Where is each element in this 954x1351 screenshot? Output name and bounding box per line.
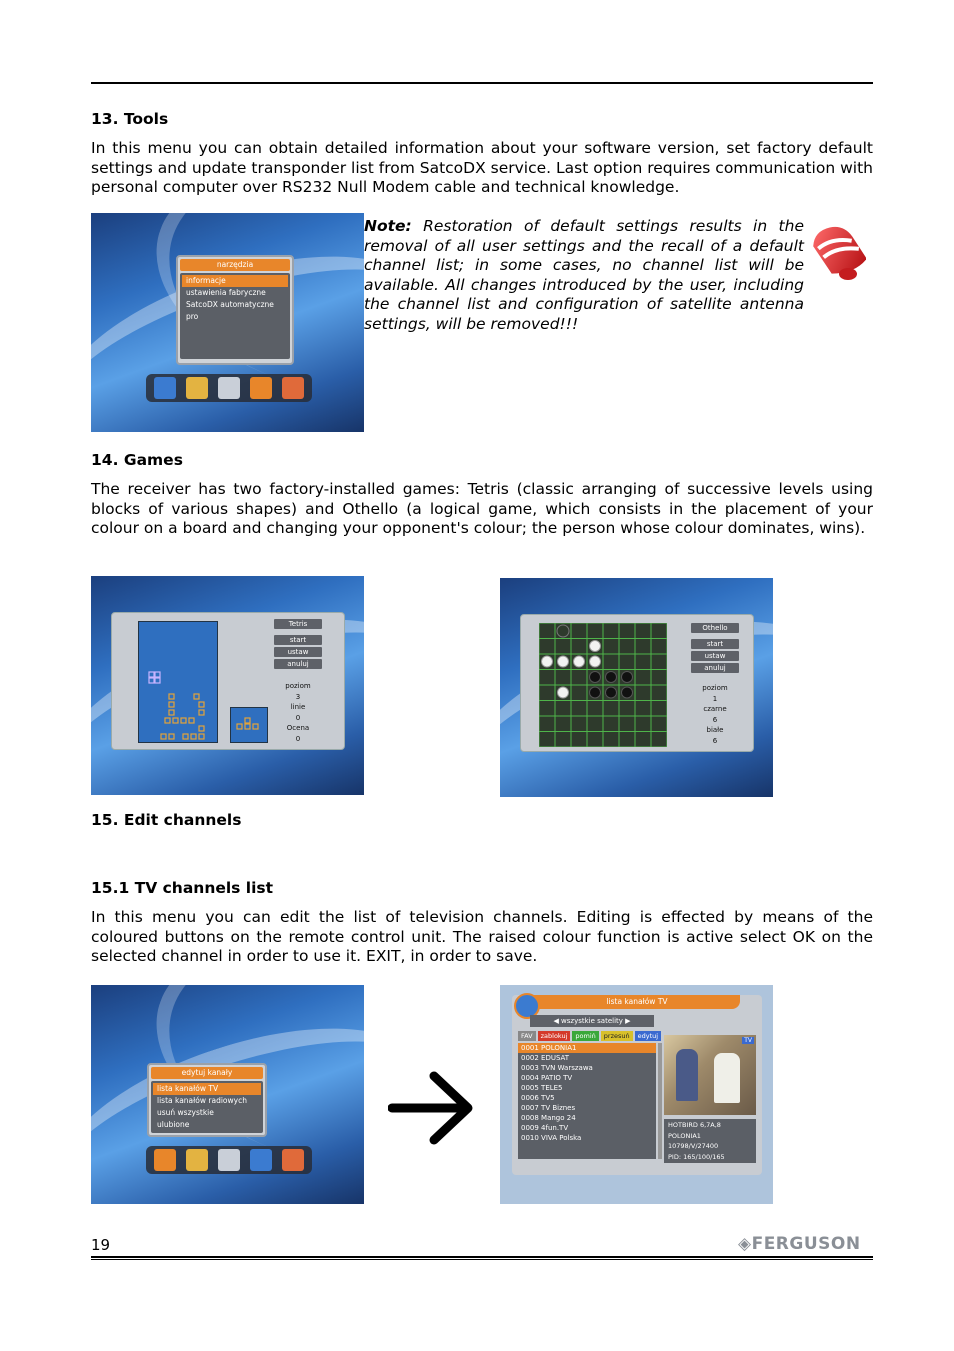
tools-menu-item[interactable]: ustawienia fabryczne (186, 288, 266, 297)
tv-badge: TV (744, 1037, 752, 1044)
edit-menu-item[interactable]: lista kanałów TV (153, 1083, 261, 1095)
tools-menu-item[interactable]: SatcoDX automatyczne pro (186, 300, 274, 321)
list-item[interactable]: 0005 TELE5 (521, 1084, 563, 1092)
warning-bell-icon (808, 220, 866, 282)
edit-menu-screenshot (91, 985, 364, 1204)
edit-menu-item[interactable]: ulubione (157, 1120, 190, 1129)
tetris-lines-value: 0 (295, 713, 301, 722)
brand-logo (738, 1234, 861, 1254)
tab-skip[interactable]: pomiń (572, 1031, 598, 1041)
tv-list-heading: 15.1 TV channels list (91, 879, 274, 897)
tab-edit[interactable]: edytuj (635, 1031, 661, 1041)
tetris-board (138, 621, 218, 743)
settings-icon[interactable] (218, 377, 240, 399)
bottom-rule (91, 1256, 873, 1258)
satellite-selector[interactable] (530, 1015, 654, 1027)
note-text (364, 217, 804, 335)
tetris-start-button[interactable]: start (274, 635, 322, 645)
function-tabs (518, 1031, 661, 1041)
tetris-title: Tetris (274, 619, 322, 629)
info-frequency: 10798/V/27400 (668, 1142, 719, 1150)
info-satellite: HOTBIRD 6,7A,8 (668, 1121, 721, 1129)
tetris-level-value: 3 (295, 692, 301, 701)
tools-screenshot (91, 213, 364, 432)
games-icon[interactable] (282, 377, 304, 399)
tools-menu-item[interactable]: informacje (182, 275, 288, 287)
othello-screenshot (500, 578, 773, 797)
tetris-score-value: 0 (295, 734, 301, 743)
chevron-right-icon[interactable]: ▶ (622, 1017, 631, 1025)
tv-icon[interactable] (154, 1149, 176, 1171)
games-heading: 14. Games (91, 451, 183, 469)
othello-title: Othello (691, 623, 739, 633)
tools-icon[interactable] (250, 377, 272, 399)
top-rule (91, 82, 873, 84)
tetris-cancel-button[interactable]: anuluj (274, 659, 322, 669)
tetris-panel (111, 612, 345, 750)
list-item[interactable]: 0008 Mango 24 (521, 1114, 576, 1122)
ferguson-logo-icon: ◈ (738, 1234, 752, 1254)
tetris-settings-button[interactable]: ustaw (274, 647, 322, 657)
brand-name: FERGUSON (751, 1234, 861, 1254)
games-icon[interactable] (282, 1149, 304, 1171)
info-pid: PID: 165/100/165 (668, 1152, 725, 1161)
list-item[interactable]: 0003 TVN Warszawa (521, 1064, 593, 1072)
tab-lock[interactable]: zablokuj (538, 1031, 571, 1041)
othello-white-label: białe (706, 726, 724, 734)
tetris-score-label: Ocena (286, 724, 310, 732)
tools-menu-title: narzędzia (180, 259, 290, 271)
othello-level-value: 1 (712, 694, 718, 703)
othello-cancel-button[interactable]: anuluj (691, 663, 739, 673)
othello-panel (520, 614, 754, 752)
othello-level-label: poziom (702, 684, 728, 692)
othello-white-value: 6 (712, 736, 718, 745)
list-item[interactable]: 0007 TV Biznes (521, 1104, 576, 1112)
note-label: Note: (364, 217, 412, 235)
games-text: The receiver has two factory-installed games: Tetris (classic arranging of successive levels using blocks of various shapes) and Othello (a logical game, which consists in the placement of your colour on a board and changing your opponent's colour; the person whose colour dominates, wins). (91, 480, 873, 538)
satellite-name: wszystkie satelity (561, 1017, 623, 1025)
list-item[interactable]: 0004 PATIO TV (521, 1074, 573, 1082)
settings-icon[interactable] (218, 1149, 240, 1171)
tv-icon[interactable] (154, 377, 176, 399)
tetris-next-piece (230, 707, 268, 743)
bottom-rule-thin (91, 1259, 873, 1260)
tab-fav[interactable]: FAV (518, 1031, 536, 1041)
tv-list-text: In this menu you can edit the list of television channels. Editing is effected by means of the coloured buttons on the remote control unit. The raised colour function is active select OK on the selected channel in order to use it. EXIT, in order to save. (91, 908, 873, 966)
list-item[interactable]: 0010 VIVA Polska (521, 1134, 582, 1142)
othello-black-value: 6 (712, 715, 718, 724)
list-item[interactable]: 0001 POLONIA1 (518, 1043, 656, 1053)
othello-black-label: czarne (703, 705, 727, 713)
tv-list-title: lista kanałów TV (534, 995, 740, 1009)
list-item[interactable]: 0002 EDUSAT (521, 1054, 570, 1062)
tv-list-screenshot (500, 985, 773, 1204)
othello-board (539, 623, 667, 747)
tetris-level-label: poziom (285, 682, 311, 690)
page-number: 19 (91, 1236, 111, 1254)
menu-dock (146, 1146, 312, 1174)
channel-list (518, 1043, 656, 1159)
list-item[interactable]: 0006 TV5 (521, 1094, 555, 1102)
edit-heading: 15. Edit channels (91, 811, 242, 829)
install-icon[interactable] (186, 1149, 208, 1171)
edit-menu (147, 1063, 267, 1137)
othello-start-button[interactable]: start (691, 639, 739, 649)
edit-menu-item[interactable]: lista kanałów radiowych (157, 1096, 247, 1105)
tetris-screenshot (91, 576, 364, 795)
tools-menu (176, 255, 294, 365)
info-channel: POLONIA1 (668, 1131, 701, 1140)
channel-info (664, 1119, 756, 1163)
tools-heading: 13. Tools (91, 110, 169, 128)
tv-preview (664, 1035, 756, 1115)
tetris-lines-label: linie (290, 703, 306, 711)
install-icon[interactable] (186, 377, 208, 399)
scrollbar[interactable] (658, 1043, 662, 1159)
chevron-left-icon[interactable]: ◀ (553, 1017, 562, 1025)
arrow-right-icon (388, 1068, 476, 1148)
note-body: Restoration of default settings results in the removal of all user settings and the recall of a default channel list; in some cases, no channel list will be available. All changes introduced by the user, including the channel list and configuration of satellite antenna settings, will be removed!!! (364, 217, 804, 333)
othello-settings-button[interactable]: ustaw (691, 651, 739, 661)
tab-move[interactable]: przesuń (601, 1031, 633, 1041)
menu-dock (146, 374, 312, 402)
edit-menu-item[interactable]: usuń wszystkie (157, 1108, 214, 1117)
tools-text: In this menu you can obtain detailed information about your software version, set factory default settings and update transponder list from SatcoDX service. Last option requires communication with personal computer over RS232 Null Modem cable and technical knowledge. (91, 139, 873, 197)
edit-menu-title: edytuj kanały (151, 1067, 263, 1079)
list-item[interactable]: 0009 4fun.TV (521, 1124, 569, 1132)
tools-icon[interactable] (250, 1149, 272, 1171)
